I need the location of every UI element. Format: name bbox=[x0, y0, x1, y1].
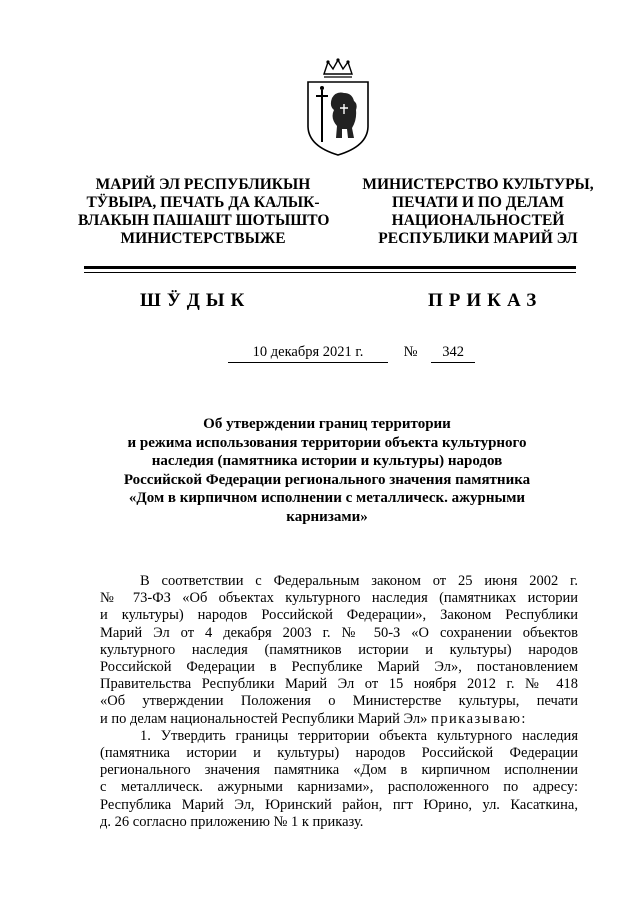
body-line: регионального значения памятника «Дом в кирпичном исполнении bbox=[100, 762, 578, 779]
header-right-line: НАЦИОНАЛЬНОСТЕЙ bbox=[391, 212, 565, 229]
title-line: и режима использования территории объекта культурного bbox=[127, 434, 527, 451]
document-title bbox=[92, 415, 562, 526]
header-russian bbox=[348, 176, 608, 248]
document-body bbox=[100, 573, 578, 831]
header-left-line: МАРИЙ ЭЛ РЕСПУБЛИКЫН bbox=[95, 176, 311, 193]
title-line: Российской Федерации регионального значения памятника bbox=[123, 471, 531, 488]
body-line: Правительства Республики Марий Эл от 15 ноября 2012 г. № 418 bbox=[100, 676, 578, 693]
body-line: «Об утверждении Положения о Министерстве культуры, печати bbox=[100, 693, 578, 710]
order-number: 342 bbox=[431, 344, 475, 363]
body-line: и культуры) народов Российской Федерации», Законом Республики bbox=[100, 607, 578, 624]
title-line: наследия (памятника истории и культуры) народов bbox=[151, 453, 503, 469]
header-right-line: МИНИСТЕРСТВО КУЛЬТУРЫ, bbox=[362, 176, 594, 193]
order-phrase: приказываю: bbox=[431, 710, 527, 727]
header-divider-thin bbox=[84, 272, 576, 273]
body-line: Российской Федерации в Республике Марий Эл», постановлением bbox=[100, 659, 578, 676]
header-divider-thick bbox=[84, 266, 576, 269]
body-line: № 73-ФЗ «Об объектах культурного наследия (памятниках истории bbox=[100, 590, 578, 607]
date-number-line bbox=[228, 344, 475, 363]
body-line: Республика Марий Эл, Юринский район, пгт Юрино, ул. Касаткина, bbox=[100, 796, 578, 813]
title-line: карнизами» bbox=[286, 508, 368, 525]
body-line: В соответствии с Федеральным законом от 25 июня 2002 г. bbox=[140, 573, 578, 589]
coat-of-arms-emblem bbox=[302, 58, 374, 158]
title-line: «Дом в кирпичном исполнении с металлическ. ажурными bbox=[128, 490, 526, 506]
body-line: с металлическ. ажурными карнизами», расположенного по адресу: bbox=[100, 779, 578, 796]
body-line: д. 26 согласно приложению № 1 к приказу. bbox=[100, 813, 364, 830]
header-right-line: ПЕЧАТИ И ПО ДЕЛАМ bbox=[392, 194, 564, 211]
header-left-line: ВЛАКЫН ПАШАШТ ШОТЫШТО bbox=[78, 212, 330, 229]
doc-type-mari: ШӰДЫК bbox=[140, 290, 251, 311]
number-sign: № bbox=[403, 344, 418, 360]
doc-type-russian: ПРИКАЗ bbox=[428, 290, 543, 311]
header-left-line: ТӰВЫРА, ПЕЧАТЬ ДА КАЛЫК- bbox=[86, 194, 320, 211]
header-mari bbox=[78, 176, 328, 248]
body-line: культурного наследия (памятников истории и культуры) народов bbox=[100, 641, 578, 658]
header-right-line: РЕСПУБЛИКИ МАРИЙ ЭЛ bbox=[378, 230, 578, 247]
body-line: 1. Утвердить границы территории объекта культурного наследия bbox=[140, 727, 578, 744]
body-line: (памятника истории и культуры) народов Российской Федерации bbox=[100, 745, 578, 762]
body-line bbox=[100, 711, 578, 728]
body-line: Марий Эл от 4 декабря 2003 г. № 50-З «О сохранении объектов bbox=[100, 624, 578, 641]
header-left-line: МИНИСТЕРСТВЫЖЕ bbox=[120, 230, 286, 247]
body-text: и по делам национальностей Республики Марий Эл» bbox=[100, 710, 428, 727]
title-line: Об утверждении границ территории bbox=[203, 416, 451, 432]
order-date: 10 декабря 2021 г. bbox=[228, 344, 388, 363]
